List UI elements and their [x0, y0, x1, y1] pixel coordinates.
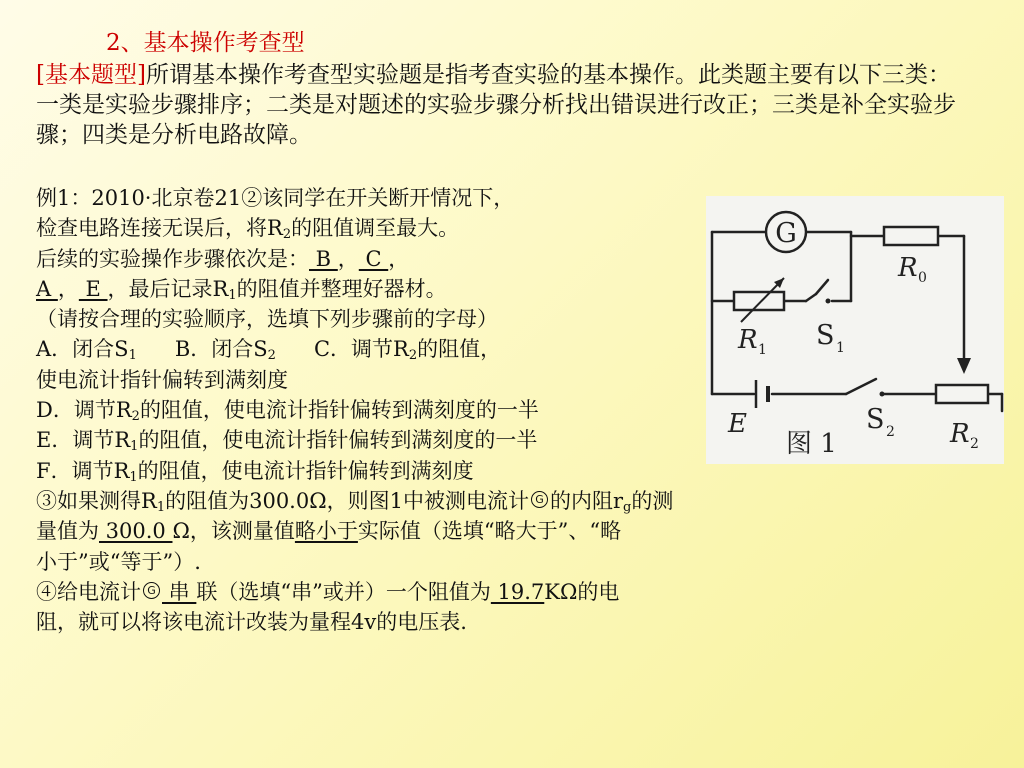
r0-sub: 0 [918, 270, 927, 286]
subscript: 2 [131, 409, 140, 425]
r2-label: R [950, 419, 970, 449]
text: 联（选填“串”或并）一个阻值为 [196, 579, 491, 604]
text: 检查电路连接无误后，将R [36, 216, 283, 241]
question-3-line-1 [36, 486, 896, 516]
text: ，最后记录R [107, 276, 229, 301]
answer-blank-value: 19.7 [490, 579, 545, 604]
text: ③如果测得R [36, 488, 157, 513]
s1-label: S [816, 320, 835, 351]
separator: ， [57, 276, 79, 301]
intro-tag: [基本题型] [36, 62, 146, 88]
galvanometer-icon: G [143, 582, 160, 599]
subscript: 1 [156, 499, 166, 515]
option-b: B．闭合S [174, 337, 268, 362]
option-c: C．调节R [313, 337, 409, 362]
text: 量值为 [36, 519, 99, 544]
r2-rheostat-icon [936, 385, 988, 403]
question-3-line-3 [36, 547, 896, 577]
r1-label: R [738, 325, 758, 355]
text: 的阻值，使电流计指针偏转到满刻度的一半 [138, 428, 538, 453]
galvanometer-label: G [775, 218, 797, 249]
text: 的阻值，使电流计指针偏转到满刻度 [137, 458, 474, 483]
r2-sub: 2 [970, 436, 979, 452]
r1-sub: 1 [758, 342, 767, 358]
answer-blank-4: E [78, 276, 108, 301]
answer-blank-3: A [36, 276, 58, 301]
option-c-continued: 使电流计指针偏转到满刻度 [36, 367, 288, 392]
answer-blank-comparison: 略小于 [294, 519, 358, 544]
subscript: 2 [282, 227, 292, 243]
subscript: 1 [128, 348, 137, 364]
subscript: 1 [130, 439, 139, 455]
subscript: 1 [129, 469, 138, 485]
galvanometer-icon: G [531, 491, 548, 508]
text: 的阻值并整理好器材。 [236, 276, 447, 301]
s1-sub: 1 [836, 340, 845, 356]
option-e: E．调节R [36, 428, 131, 453]
text: ④给电流计 [36, 579, 141, 604]
example-intro: 例1：2010·北京卷21②该同学在开关断开情况下， [36, 186, 515, 210]
answer-blank-resistance: 300.0 [99, 519, 173, 544]
text: 后续的实验操作步骤依次是： [36, 246, 309, 271]
text: 的阻值为300.0Ω，则图1中被测电流计 [165, 488, 529, 513]
question-4-line-2 [36, 607, 896, 637]
text: Ω，该测量值 [172, 519, 295, 544]
circuit-figure [706, 196, 1004, 464]
intro-text: 所谓基本操作考查型实验题是指考查实验的基本操作。此类题主要有以下三类：一类是实验步骤排序；二类是对题述的实验步骤分析找出错误进行改正；三类是补全实验步骤；四类是分析电路故障。 [36, 62, 956, 148]
current-arrow-icon [957, 358, 971, 374]
option-d: D．调节R [36, 398, 132, 423]
subscript: g [623, 499, 632, 515]
answer-blank-1: B [309, 246, 338, 271]
subscript: 1 [228, 287, 237, 303]
text: KΩ的电 [544, 579, 620, 604]
answer-blank-2: C [358, 246, 389, 271]
text: 阻，就可以将该电流计改装为量程4v的电压表. [36, 610, 467, 635]
intro-paragraph [36, 60, 966, 150]
r0-resistor-icon [884, 227, 938, 245]
text: 小于”或“等于”）. [36, 549, 201, 574]
text: 的阻值， [417, 337, 502, 362]
e-label: E [728, 409, 747, 439]
option-a: A．闭合S [36, 337, 129, 362]
option-f: F．调节R [36, 458, 130, 483]
r1-variable-resistor-icon [734, 292, 784, 310]
separator: ， [388, 246, 410, 271]
separator: ， [337, 246, 359, 271]
text: 的测 [631, 488, 674, 513]
question-4-line-1 [36, 577, 896, 607]
instruction: （请按合理的实验顺序，选填下列步骤前的字母） [36, 307, 498, 332]
figure-caption: 图 1 [786, 429, 837, 459]
subscript: 2 [267, 348, 276, 364]
text: 实际值（选填“略大于”、“略 [357, 519, 622, 544]
s2-sub: 2 [886, 424, 895, 440]
r0-label: R [898, 253, 918, 283]
text: 的阻值调至最大。 [291, 216, 460, 241]
section-heading: 2、基本操作考查型 [106, 30, 305, 56]
answer-blank-connection: 串 [162, 579, 197, 604]
subscript: 2 [408, 348, 418, 364]
circuit-diagram [706, 196, 1004, 464]
text: 的内阻r [549, 488, 624, 513]
text: 的阻值，使电流计指针偏转到满刻度的一半 [139, 398, 539, 423]
question-3-line-2 [36, 516, 896, 546]
s2-label: S [866, 404, 885, 435]
